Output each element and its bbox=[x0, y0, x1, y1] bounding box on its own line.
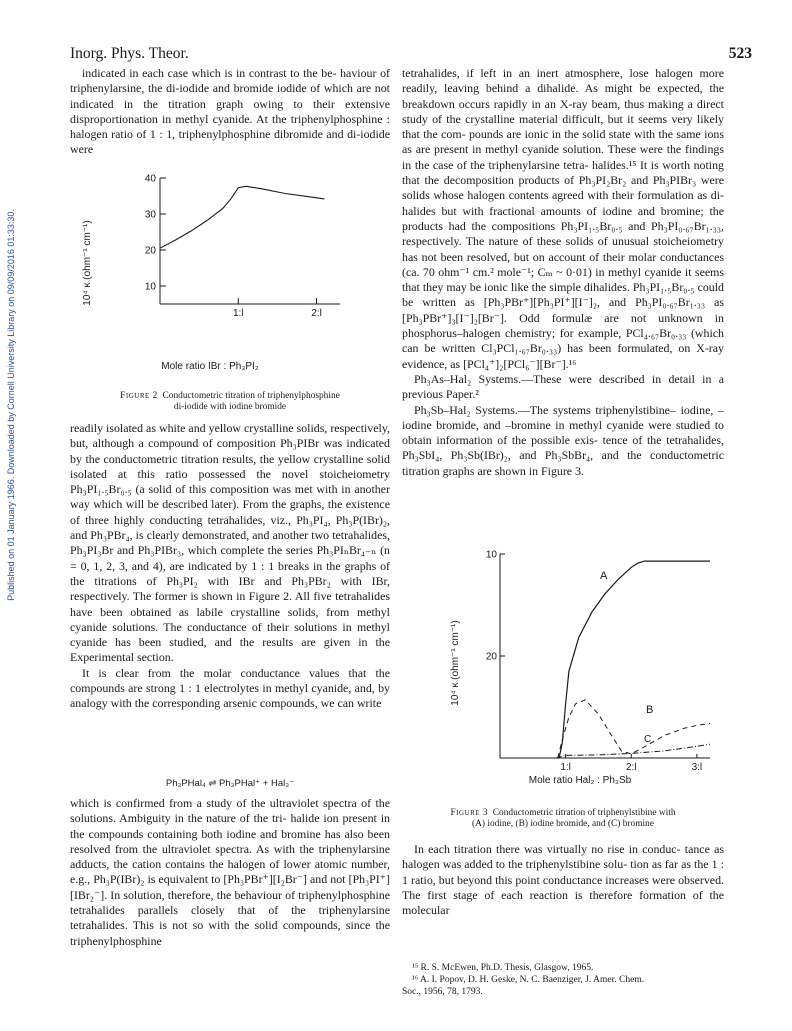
text-line: halide ion present in the compounds containing both bbox=[70, 811, 390, 841]
paragraph bbox=[70, 796, 390, 949]
page-number: 523 bbox=[728, 45, 752, 62]
figure-2-conductance-curve bbox=[160, 186, 324, 248]
download-watermark bbox=[2, 170, 20, 640]
figure-2-x-tick-label: 2:l bbox=[311, 308, 322, 319]
footnote-15: ¹⁵ R. S. McEwen, Ph.D. Thesis, Glasgow, 1965. bbox=[412, 963, 594, 973]
figure-3-curve-b bbox=[558, 700, 710, 758]
text-line: which is confirmed from a study of the ultraviolet spectra bbox=[70, 796, 357, 810]
text-line: will be described later). From the graphs, the existence bbox=[125, 497, 390, 512]
figure-3-x-tick-label: 1:l bbox=[560, 762, 571, 773]
figure-3-x-tick-label: 3:l bbox=[691, 762, 703, 773]
text-line: Ph₃SbBr₄, and the conductometric titration graphs bbox=[402, 448, 724, 478]
text-line: ultraviolet spectra. As with the triphenylarsine adducts, bbox=[70, 841, 390, 872]
figure-3-curve-label-b: B bbox=[646, 704, 654, 716]
text-line: evidence, as [PCl₄⁺]₂[PCl₆⁻][Br⁻].¹⁶ bbox=[402, 356, 577, 371]
text-line: 1 : 1, triphenylphosphine dibromide and di-iodide were bbox=[70, 127, 390, 157]
paragraph bbox=[70, 66, 390, 158]
text-line: conductance increases were observed. The first stage bbox=[402, 872, 724, 902]
paragraph bbox=[70, 666, 390, 712]
text-line: tence of the tetrahalides, Ph₃SbI₄, Ph₃Sb(IBr)₂, and bbox=[402, 433, 724, 463]
text-line: cm.² mole⁻¹; Cₘ ~ 0·01) in methyl cyanide it seems bbox=[472, 264, 724, 279]
figure-3-curve-c bbox=[556, 744, 710, 758]
text-line: possessed the novel stoicheiometry Ph₃PI₁.₅Br₀.₅ (a solid of bbox=[70, 466, 390, 497]
right-column-top bbox=[402, 66, 724, 479]
text-line: titrations of Ph₃PI₂ with IBr and Ph₃PBr₂ with IBr, bbox=[94, 573, 390, 588]
text-line: and Ph₃PI₀.₆₇Br₁.₃₃ as [Ph₃PBr⁺]₃[I⁻]₂[Br⁻]. Odd bbox=[402, 295, 724, 325]
text-line: indicated in each case which is in contrast to the be- bbox=[82, 66, 337, 80]
footnote-16-text-2: Soc., 1956, 78, 1793. bbox=[402, 987, 483, 997]
figure-3-caption bbox=[402, 808, 724, 830]
text-line: [Ph₃PI⁺][IBr₂⁻]. In solution, therefore, the behaviour bbox=[70, 872, 390, 902]
figure-2-y-tick-label: 40 bbox=[144, 173, 156, 185]
text-line: halides but with fractional amounts of iodine and bbox=[402, 203, 655, 218]
figure-3-curve-label-c: C bbox=[644, 734, 652, 745]
right-column-bottom bbox=[402, 842, 724, 918]
figure-2-y-tick-label: 10 bbox=[144, 281, 156, 293]
text-line: bromine; the products had the compositions Ph₃PI₁.₅Br₀.₅ bbox=[402, 203, 724, 233]
text-line: results, the yellow crystalline solid isolated at this ratio bbox=[70, 451, 390, 481]
text-line: that of the triphenylarsine tetrahalides. This is not so bbox=[70, 903, 390, 933]
text-line: readily isolated as white and yellow crystalline solids, bbox=[70, 421, 328, 435]
text-line: of their solutions in methyl cyanide has been studied, bbox=[70, 619, 390, 650]
text-line: the cation contains the halogen of lower atomic number, bbox=[113, 857, 390, 872]
paragraph bbox=[70, 421, 390, 666]
text-line: halogen contents agreed with their formulation as di- bbox=[467, 188, 724, 203]
figure-3-y-tick-label: 10 bbox=[485, 549, 497, 561]
text-line: of three highly conducting tetrahalides, viz., Ph₃PI₄, bbox=[70, 512, 331, 527]
left-column-body bbox=[70, 421, 390, 712]
text-line: cyanide. At the triphenylphosphine : halogen ratio of bbox=[70, 111, 390, 142]
figure-2-x-axis-label: Mole ratio IBr : Ph₃PI₂ bbox=[161, 361, 259, 372]
figure-3-chart bbox=[450, 546, 710, 796]
paragraph bbox=[402, 403, 724, 479]
text-line: more readily, leaving behind a dihalide. As might be bbox=[402, 66, 724, 96]
text-line: Ph₃As–Hal₂ Systems.—These were described in detail bbox=[414, 371, 695, 386]
paragraph bbox=[402, 66, 724, 372]
text-line: expected, the breakdown occurs rapidly in an X-ray bbox=[402, 81, 724, 111]
text-line: Ph₃P(IBr)₂, and Ph₃PBr₄, is clearly demonstrated, and bbox=[70, 512, 390, 543]
figure-2-caption-text: Conductometric titration of triphenylphosphine bbox=[162, 391, 340, 401]
figure-2-y-tick-label: 20 bbox=[144, 245, 156, 257]
figure-2-y-tick-label: 30 bbox=[144, 209, 156, 221]
figure-2-axes bbox=[145, 174, 340, 320]
figure-2-caption-label: Figure 2 bbox=[120, 391, 158, 401]
text-line: halides.¹⁵ It is worth noting that the decomposition bbox=[402, 157, 724, 188]
figure-2-chart bbox=[82, 170, 350, 380]
text-line: beam, thus making a direct study of the crystalline bbox=[402, 96, 724, 126]
text-line: material difficult, but it seems very likely that the com- bbox=[402, 111, 724, 142]
text-line: haviour of triphenylarsine, the di-iodide and bromide bbox=[70, 66, 390, 96]
text-line: iodine, –iodine bromide, and –bromine in methyl cyanide bbox=[402, 402, 724, 432]
text-line: tetrahalides, if left in an inert atmosphere, lose halogen bbox=[402, 66, 693, 80]
text-line: owing to their extensive disproportionation in methyl bbox=[70, 96, 390, 126]
figure-3-curve-a bbox=[559, 561, 710, 758]
text-line: and the results are given in the Experimental section. bbox=[70, 635, 390, 665]
download-watermark-text: Published on 01 January 1966. Downloaded by Cornell University Library on 09/09/2016 01:33:30. bbox=[6, 209, 16, 601]
text-line: iodine and bromine has also been resolved from the bbox=[70, 826, 390, 856]
text-line: cyanide, and, by analogy with the corresponding arsenic bbox=[70, 681, 390, 711]
text-line: e.g., Ph₃P(IBr)₂ is equivalent to [Ph₃PBr⁺][I₂Br⁻] and not bbox=[70, 872, 346, 887]
text-line: tion as far as the 1 : 1 ratio, but beyond this point bbox=[402, 857, 724, 887]
figure-3-y-tick-label: 20 bbox=[485, 651, 497, 663]
footnote-16-text: ¹⁶ A. I. Popov, D. H. Geske, N. C. Baenziger, J. Amer. Chem. bbox=[412, 975, 645, 985]
paragraph bbox=[402, 842, 724, 918]
text-line: formulæ are not unknown in phosphorus–halogen bbox=[402, 310, 725, 341]
paragraph bbox=[402, 372, 724, 403]
text-line: of triphenylphosphine tetrahalides parallels closely bbox=[70, 887, 390, 918]
text-line: with the solid compounds, since the triphenylphosphine bbox=[70, 918, 390, 948]
text-line: in a previous Paper.² bbox=[402, 371, 724, 402]
text-line: In each titration there was virtually no rise in conduc- bbox=[414, 842, 681, 856]
journal-header: Inorg. Phys. Theor. bbox=[70, 45, 189, 62]
text-line: solids, from methyl cyanide solutions. The conductance bbox=[70, 604, 390, 634]
figure-2-y-axis-label: 10⁴ κ (ohm⁻¹ cm⁻¹) bbox=[82, 220, 93, 306]
figure-3-curve-label-a: A bbox=[600, 570, 608, 582]
text-line: are present in methyl cyanide solution. These were bbox=[415, 142, 663, 157]
text-line: It is clear from the molar conductance values that bbox=[82, 665, 367, 680]
text-line: Ph₃PI₁.₅Br₀.₅ could be written as [Ph₃PBr⁺][Ph₃PI⁺][I⁻]₂, bbox=[402, 280, 724, 310]
figure-2-x-tick-label: 1:l bbox=[232, 308, 244, 319]
text-line: five tetrahalides have been obtained as labile crystalline bbox=[70, 589, 390, 619]
figure-3-caption-text-2: (A) iodine, (B) iodine bromide, and (C) bromine bbox=[472, 819, 654, 829]
figure-2-caption bbox=[70, 391, 390, 413]
figure-3-axes bbox=[486, 550, 710, 774]
text-line: Ph₃PIBr was indicated by the conductometric titration bbox=[70, 436, 390, 466]
figure-2-caption-text-2: di-iodide with iodine bromide bbox=[173, 402, 287, 412]
text-line: products of Ph₃PI₂Br₂ and Ph₃PIBr₃ were solids whose bbox=[402, 173, 724, 203]
footnotes bbox=[402, 962, 724, 998]
figure-3-x-axis-label: Mole ratio Hal₂ : Ph₃Sb bbox=[528, 775, 632, 786]
text-line: chemistry; for example, PCl₄.₆₇Br₀.₃₃ (which can be bbox=[402, 326, 724, 356]
text-line: that they may be ionic like the simple dihalides. bbox=[402, 280, 630, 295]
figure-3-x-tick-label: 2:l bbox=[625, 762, 637, 773]
text-line: iodide of which are not indicated in the titration graph bbox=[70, 81, 390, 111]
text-line: written Cl₃PCl₁.₆₇Br₀.₃₃) has been formulated, on X-ray bbox=[441, 341, 724, 356]
figure-3-y-axis-label: 10⁴ κ (ohm⁻¹ cm⁻¹) bbox=[450, 620, 461, 706]
text-line: were studied to obtain information of the possible exis- bbox=[402, 417, 724, 448]
equilibrium-equation: Ph₃PHal₄ ⇌ Ph₃PHal⁺ + Hal₃⁻ bbox=[165, 778, 295, 789]
text-line: but on account of their molar conductances (ca. 70 ohm⁻¹ bbox=[402, 249, 724, 279]
text-line: respectively. The former is shown in Figure 2. All bbox=[70, 589, 310, 604]
figure-3-caption-label: Figure 3 bbox=[450, 808, 489, 818]
text-line: this composition was met with in another way which bbox=[70, 482, 390, 512]
text-line: respectively, but, although a compound of composition bbox=[70, 421, 390, 451]
left-column-top bbox=[70, 66, 390, 158]
text-line: Ph₃Sb–Hal₂ Systems.—The systems triphenylstibine– bbox=[414, 402, 676, 417]
text-line: pounds are ionic in the solid state with the same ions as bbox=[402, 127, 725, 157]
text-line: another two tetrahalides, Ph₃PI₃Br and Ph₃PIBr₃, bbox=[70, 528, 390, 558]
text-line: which complete the series Ph₃PIₙBr₄₋ₙ (n = 0, 1, 2, 3, bbox=[70, 543, 390, 573]
text-line: the findings in the case of the triphenylarsine tetra- bbox=[402, 142, 724, 172]
text-line: of each reaction is therefore formation of the molecular bbox=[402, 887, 724, 918]
figure-3-caption-text: Conductometric titration of triphenylstibine with bbox=[492, 808, 676, 818]
text-line: tance as halogen was added to the triphenylstibine solu- bbox=[402, 842, 724, 872]
text-line: of the solutions. Ambiguity in the nature of the tri- bbox=[70, 796, 391, 826]
text-line: the compounds are strong 1 : 1 electrolytes in methyl bbox=[70, 665, 390, 696]
left-column-bottom bbox=[70, 796, 390, 949]
text-line: and 4), are indicated by 1 : 1 breaks in the graphs of the bbox=[70, 558, 390, 588]
text-line: compounds, we can write bbox=[259, 696, 382, 711]
text-line: and Ph₃PI₀.₆₇Br₁.₃₃, respectively. The nature of these bbox=[402, 218, 724, 249]
text-line: solids of unusual stoicheiometry has not been resolved, bbox=[402, 234, 724, 264]
text-line: are shown in Figure 3. bbox=[477, 463, 584, 478]
footnote-16 bbox=[402, 974, 724, 998]
